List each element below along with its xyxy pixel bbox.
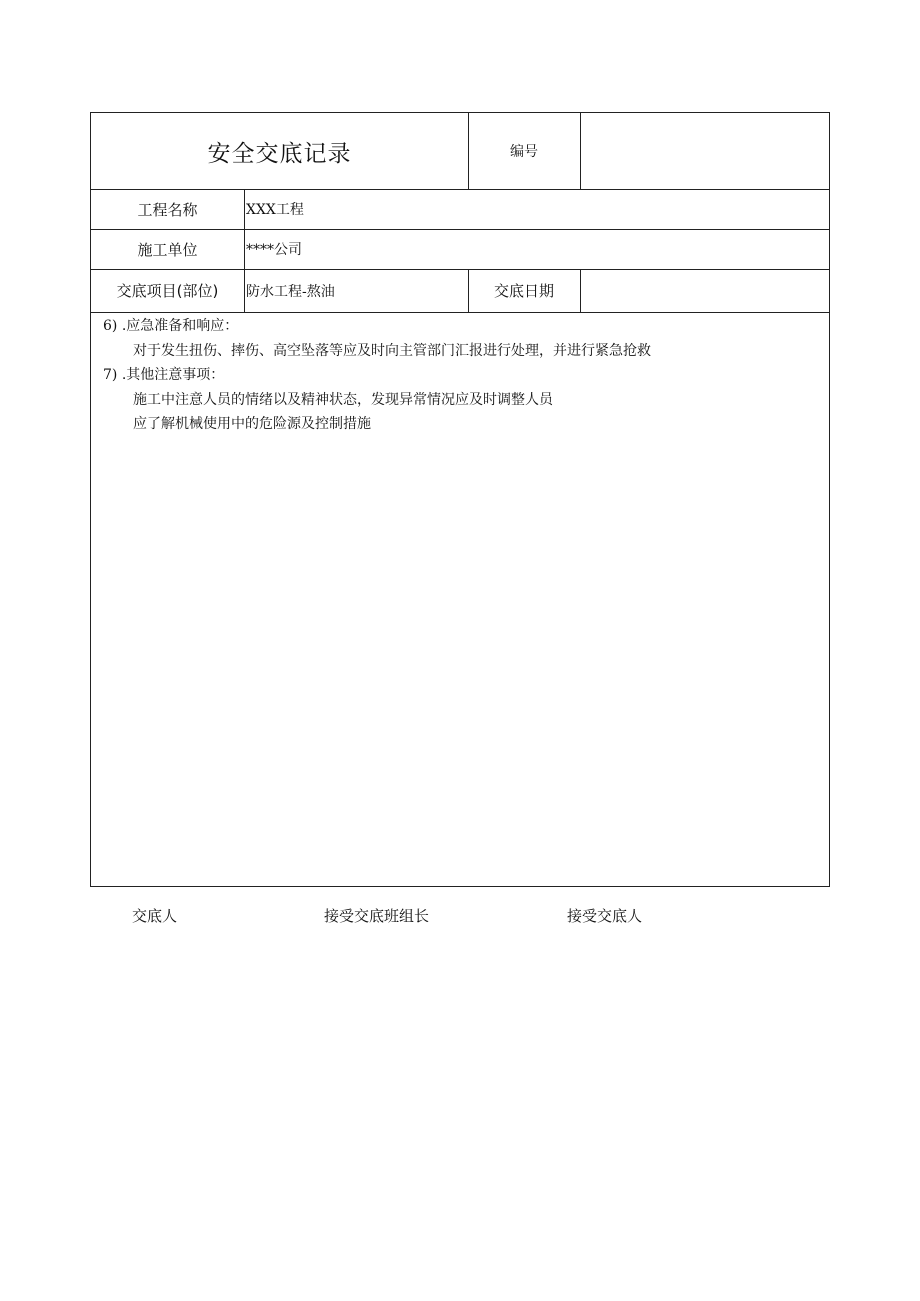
construction-unit-label: 施工单位 [137,240,198,259]
number-label: 编号 [510,144,538,160]
team-leader-label: 接受交底班组长 [324,907,430,925]
content-line: 应了解机械使用中的危险源及控制措施 [133,416,371,432]
briefing-content-area[interactable] [91,312,829,886]
briefing-item-field[interactable]: 防水工程-熬油 [246,283,335,300]
project-name-field[interactable]: XXX工程 [246,202,304,218]
content-line: 施工中注意人员的情绪以及精神状态，发现异常情况应及时调整人员 [133,391,553,408]
number-field[interactable] [580,113,829,189]
form-title: 安全交底记录 [207,140,352,167]
presenter-label: 交底人 [132,907,178,925]
briefing-date-field[interactable] [580,269,829,312]
construction-unit-field[interactable]: ****公司 [246,242,302,258]
briefing-item-label: 交底项目(部位) [116,282,219,300]
receiver-label: 接受交底人 [567,907,643,925]
briefing-date-label: 交底日期 [493,282,554,300]
project-name-label: 工程名称 [137,200,198,219]
content-line: 对于发生扭伤、摔伤、高空坠落等应及时向主管部门汇报进行处理，并进行紧急抢救 [133,342,651,359]
content-line: 7) .其他注意事项： [103,367,225,383]
content-line: 6) .应急准备和响应： [103,318,239,334]
safety-briefing-form [90,112,830,887]
briefing-content-text [103,314,819,437]
